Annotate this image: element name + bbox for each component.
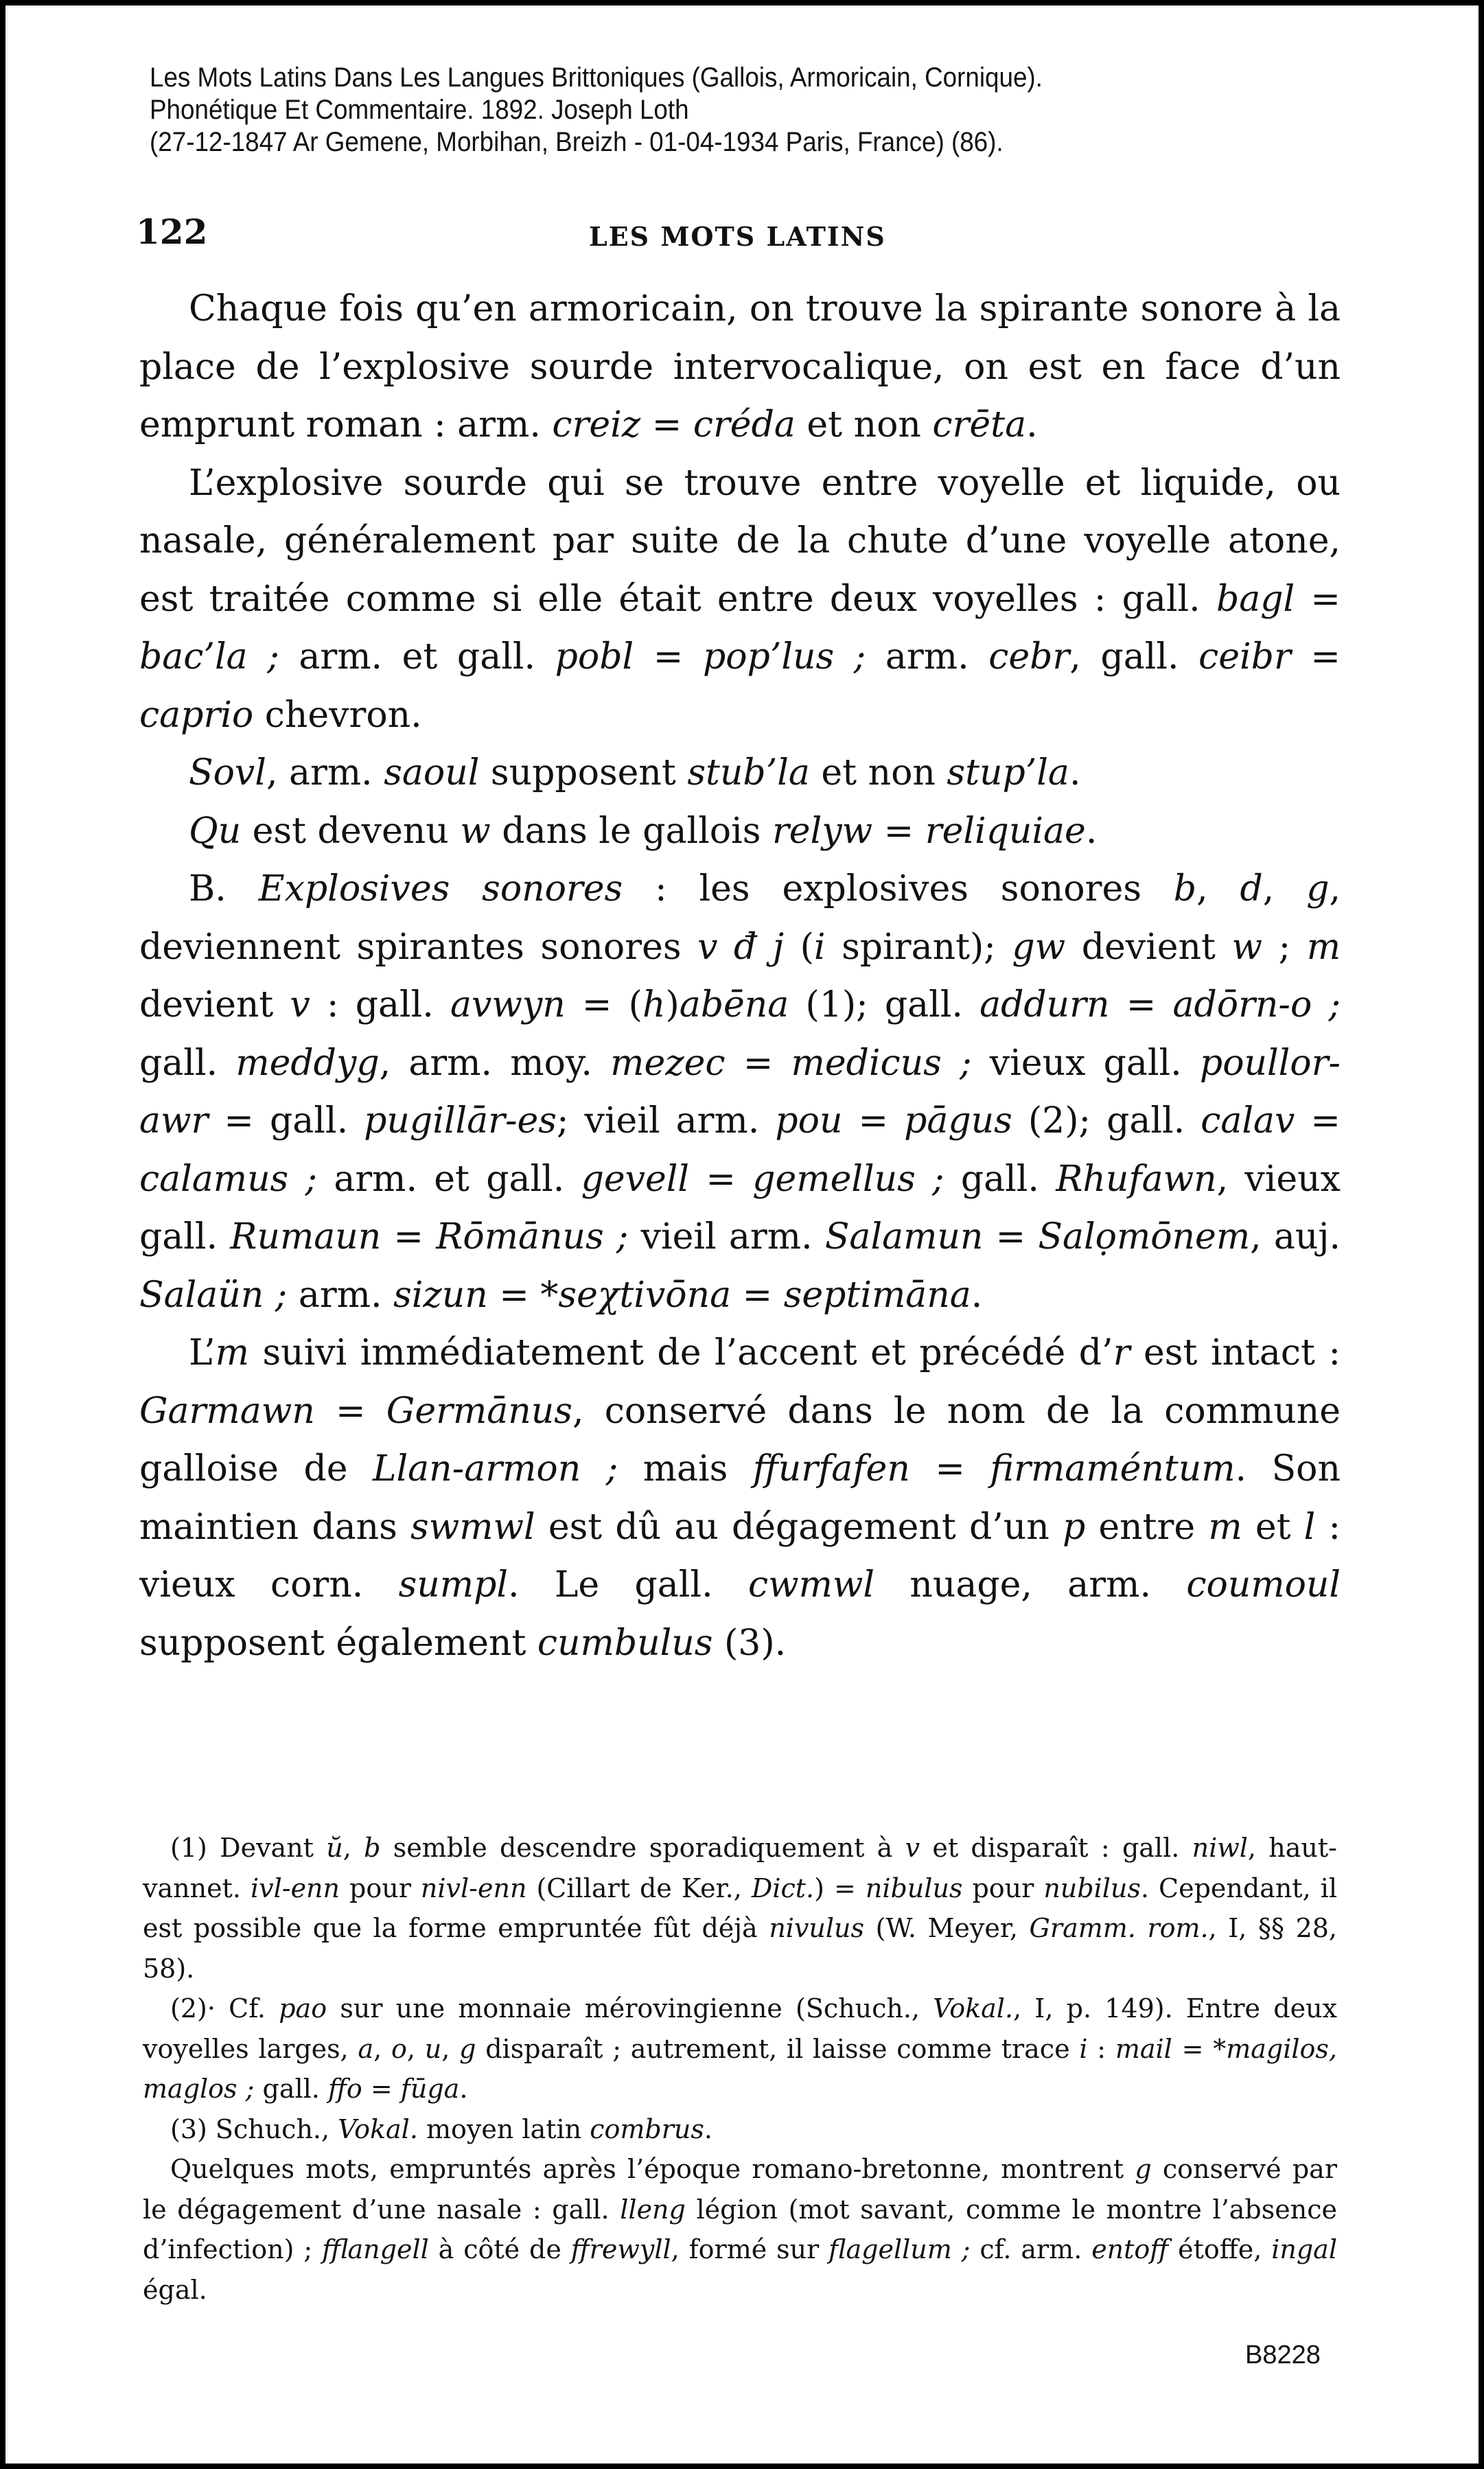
italic-term: meddyg bbox=[235, 1042, 380, 1084]
italic-term: ingal bbox=[1271, 2234, 1337, 2264]
italic-term: r bbox=[1113, 1332, 1131, 1373]
italic-term: g bbox=[459, 2033, 476, 2064]
footnote-2: (2)· Cf. pao sur une monnaie mérovingienne (Schuch., Vokal., I, p. 149). Entre deux voyelles larges, a, o, u, g disparaît ; autrement, il laisse comme trace i : mail = *magilos, maglos ; gall. ffo = fūga. bbox=[143, 1993, 1338, 2104]
italic-term: Dict. bbox=[751, 1873, 815, 1903]
italic-term: pop’lus ; bbox=[702, 636, 866, 677]
italic-term: sizun bbox=[393, 1274, 488, 1316]
italic-term: caprio bbox=[139, 694, 254, 736]
italic-term: Vokal. bbox=[933, 1993, 1013, 2024]
citation-line-3: (27-12-1847 Ar Gemene, Morbihan, Breizh - 01-04-1934 Paris, France) (86). bbox=[150, 127, 1004, 157]
italic-term: calamus ; bbox=[139, 1158, 318, 1200]
italic-term: i bbox=[1079, 2033, 1088, 2064]
italic-term: addurn bbox=[979, 984, 1110, 1025]
italic-term: creiz bbox=[552, 404, 641, 445]
paragraph: L’m suivi immédiatement de l’accent et précédé d’r est intact : Garmawn = Germānus, conservé dans le nom de la commune galloise de Llan-armon ; mais ffurfafen = firmaméntum. Son maintien dans swmwl est dû au dégagement d’un p entre m et l : vieux corn. sumpl. Le gall. cwmwl nuage, arm. coumoul supposent également cumbulus (3). bbox=[139, 1332, 1341, 1664]
italic-term: o bbox=[391, 2033, 407, 2064]
italic-term: niwl bbox=[1192, 1833, 1248, 1863]
italic-term: w bbox=[1231, 926, 1263, 968]
running-head bbox=[136, 211, 1351, 253]
italic-term: pou bbox=[775, 1100, 843, 1141]
italic-term: l bbox=[1303, 1506, 1316, 1548]
italic-term: entoff bbox=[1091, 2234, 1169, 2264]
italic-term: ivl-enn bbox=[250, 1873, 340, 1903]
italic-term: reliquiae bbox=[925, 810, 1086, 852]
italic-term: pāgus bbox=[904, 1100, 1012, 1141]
italic-term: Qu bbox=[189, 810, 242, 852]
italic-term: u bbox=[424, 2033, 442, 2064]
italic-term: ceibr bbox=[1198, 636, 1291, 677]
footnotes bbox=[143, 1828, 1337, 2310]
italic-term: lleng bbox=[620, 2194, 686, 2225]
italic-term: relyw bbox=[772, 810, 873, 852]
italic-term: avwyn bbox=[450, 984, 566, 1025]
italic-term: cebr bbox=[988, 636, 1070, 677]
italic-term: a bbox=[358, 2033, 374, 2064]
italic-term: Germānus bbox=[386, 1390, 572, 1432]
italic-term: Sovl bbox=[189, 752, 266, 793]
italic-term: fūga bbox=[400, 2074, 460, 2104]
paragraph: Qu est devenu w dans le gallois relyw = reliquiae. bbox=[189, 810, 1098, 852]
italic-term: *seχtivōna bbox=[540, 1274, 732, 1316]
italic-term: i bbox=[813, 926, 826, 968]
italic-term: v bbox=[905, 1833, 920, 1863]
italic-term: Gramm. rom. bbox=[1029, 1913, 1209, 1943]
paragraph: Chaque fois qu’en armoricain, on trouve la spirante sonore à la place de l’explosive sourde intervocalique, on est en face d’un emprunt roman : arm. creiz = créda et non crēta. bbox=[139, 288, 1341, 445]
italic-term: saoul bbox=[384, 752, 480, 793]
italic-term: cumbulus bbox=[537, 1622, 713, 1664]
italic-term: pao bbox=[279, 1993, 327, 2024]
italic-term: Rōmānus ; bbox=[436, 1216, 629, 1257]
italic-term: ŭ bbox=[326, 1833, 343, 1863]
italic-term: m bbox=[1208, 1506, 1242, 1548]
footnote-addendum: Quelques mots, empruntés après l’époque romano-bretonne, montrent g conservé par le dégagement d’une nasale : gall. lleng légion (mot savant, comme le montre l’absence d’infection) ; fflangell à côté de ffrewyll, formé sur flagellum ; cf. arm. entoff étoffe, ingal égal. bbox=[143, 2154, 1337, 2305]
paragraph: Sovl, arm. saoul supposent stub’la et non stup’la. bbox=[189, 752, 1081, 793]
italic-term: fflangell bbox=[322, 2234, 429, 2264]
italic-term: Salamun bbox=[824, 1216, 984, 1257]
catalog-code: B8228 bbox=[1245, 2341, 1321, 2369]
italic-term: adōrn-o ; bbox=[1172, 984, 1341, 1025]
document-page bbox=[5, 5, 1479, 2464]
italic-term: gw bbox=[1012, 926, 1066, 968]
italic-term: w bbox=[460, 810, 491, 852]
italic-term: nivulus bbox=[769, 1913, 865, 1943]
italic-term: poullor-awr bbox=[139, 1042, 1341, 1141]
italic-term: coumoul bbox=[1186, 1564, 1341, 1606]
source-citation bbox=[150, 62, 1286, 159]
italic-term: bagl bbox=[1216, 578, 1295, 620]
footnote-1: (1) Devant ŭ, b semble descendre sporadiquement à v et disparaît : gall. niwl, haut-vannet. ivl-enn pour nivl-enn (Cillart de Ker., Dict.) = nibulus pour nubilus. Cependant, il est possible que la forme empruntée fût déjà nivulus (W. Meyer, Gramm. rom., I, §§ 28, 58). bbox=[143, 1833, 1338, 1984]
page-number: 122 bbox=[136, 211, 208, 252]
italic-term: ffrewyll bbox=[570, 2234, 671, 2264]
italic-term: abēna bbox=[679, 984, 789, 1025]
italic-term: ffurfafen bbox=[752, 1448, 910, 1489]
italic-term: crēta bbox=[932, 404, 1027, 445]
paragraph: L’explosive sourde qui se trouve entre voyelle et liquide, ou nasale, généralement par suite de la chute d’une voyelle atone, est traitée comme si elle était entre deux voyelles : gall. bagl = bac’la ; arm. et gall. pobl = pop’lus ; arm. cebr, gall. ceibr = caprio chevron. bbox=[139, 462, 1341, 736]
italic-term: Salaün ; bbox=[139, 1274, 288, 1316]
italic-term: Explosives sonores bbox=[258, 868, 623, 909]
italic-term: stup’la bbox=[947, 752, 1069, 793]
italic-term: firmaméntum bbox=[990, 1448, 1236, 1489]
italic-term: b bbox=[1173, 868, 1197, 909]
italic-term: pugillār-es bbox=[364, 1100, 557, 1141]
italic-term: flagellum ; bbox=[828, 2234, 971, 2264]
italic-term: Llan-armon ; bbox=[373, 1448, 618, 1489]
main-text bbox=[139, 280, 1341, 1672]
italic-term: gemellus ; bbox=[752, 1158, 944, 1200]
italic-term: m bbox=[1306, 926, 1341, 968]
italic-term: g bbox=[1135, 2154, 1152, 2184]
italic-term: h bbox=[642, 984, 666, 1025]
italic-term: Vokal. bbox=[338, 2113, 418, 2144]
italic-term: nibulus bbox=[865, 1873, 963, 1903]
citation-line-1: Les Mots Latins Dans Les Langues Brittoniques (Gallois, Armoricain, Cornique). bbox=[150, 62, 1043, 93]
italic-term: combrus bbox=[590, 2113, 704, 2144]
italic-term: medicus ; bbox=[791, 1042, 972, 1084]
italic-term: Rhufawn bbox=[1056, 1158, 1217, 1200]
running-title: LES MOTS LATINS bbox=[589, 221, 886, 252]
italic-term: ffo bbox=[327, 2074, 362, 2104]
italic-term: mezec bbox=[610, 1042, 726, 1084]
italic-term: créda bbox=[693, 404, 796, 445]
italic-term: pobl bbox=[555, 636, 634, 677]
italic-term: p bbox=[1062, 1506, 1086, 1548]
footnote-3: (3) Schuch., Vokal. moyen latin combrus. bbox=[170, 2113, 712, 2144]
italic-term: v bbox=[290, 984, 310, 1025]
italic-term: cwmwl bbox=[747, 1564, 875, 1606]
italic-term: *magilos, maglos ; bbox=[143, 2033, 1338, 2104]
italic-term: g bbox=[1306, 868, 1330, 909]
italic-term: gevell bbox=[581, 1158, 690, 1200]
italic-term: d bbox=[1240, 868, 1263, 909]
italic-term: v đ j bbox=[697, 926, 785, 968]
italic-term: calav bbox=[1201, 1100, 1295, 1141]
italic-term: swmwl bbox=[410, 1506, 535, 1548]
italic-term: m bbox=[215, 1332, 249, 1373]
italic-term: stub’la bbox=[687, 752, 810, 793]
italic-term: sumpl bbox=[398, 1564, 508, 1606]
italic-term: mail bbox=[1115, 2033, 1172, 2064]
paragraph: B. Explosives sonores : les explosives sonores b, d, g, deviennent spirantes sonores v đ j (i spirant); gw devient w ; m devient v : gall. avwyn = (h)abēna (1); gall. addurn = adōrn-o ; gall. meddyg, arm. moy. mezec = medicus ; vieux gall. poullor-awr = gall. pugillār-es; vieil arm. pou = pāgus (2); gall. calav = calamus ; arm. et gall. gevell = gemellus ; gall. Rhufawn, vieux gall. Rumaun = Rōmānus ; vieil arm. Salamun = Salọmōnem, auj. Salaün ; arm. sizun = *seχtivōna = septimāna. bbox=[139, 868, 1341, 1316]
italic-term: bac’la ; bbox=[139, 636, 279, 677]
italic-term: b bbox=[364, 1833, 381, 1863]
italic-term: nubilus bbox=[1043, 1873, 1141, 1903]
italic-term: nivl-enn bbox=[420, 1873, 527, 1903]
italic-term: Salọmōnem bbox=[1038, 1216, 1251, 1257]
citation-line-2: Phonétique Et Commentaire. 1892. Joseph Loth bbox=[150, 95, 689, 125]
italic-term: Garmawn bbox=[139, 1390, 315, 1432]
italic-term: Rumaun bbox=[230, 1216, 382, 1257]
italic-term: septimāna bbox=[783, 1274, 971, 1316]
